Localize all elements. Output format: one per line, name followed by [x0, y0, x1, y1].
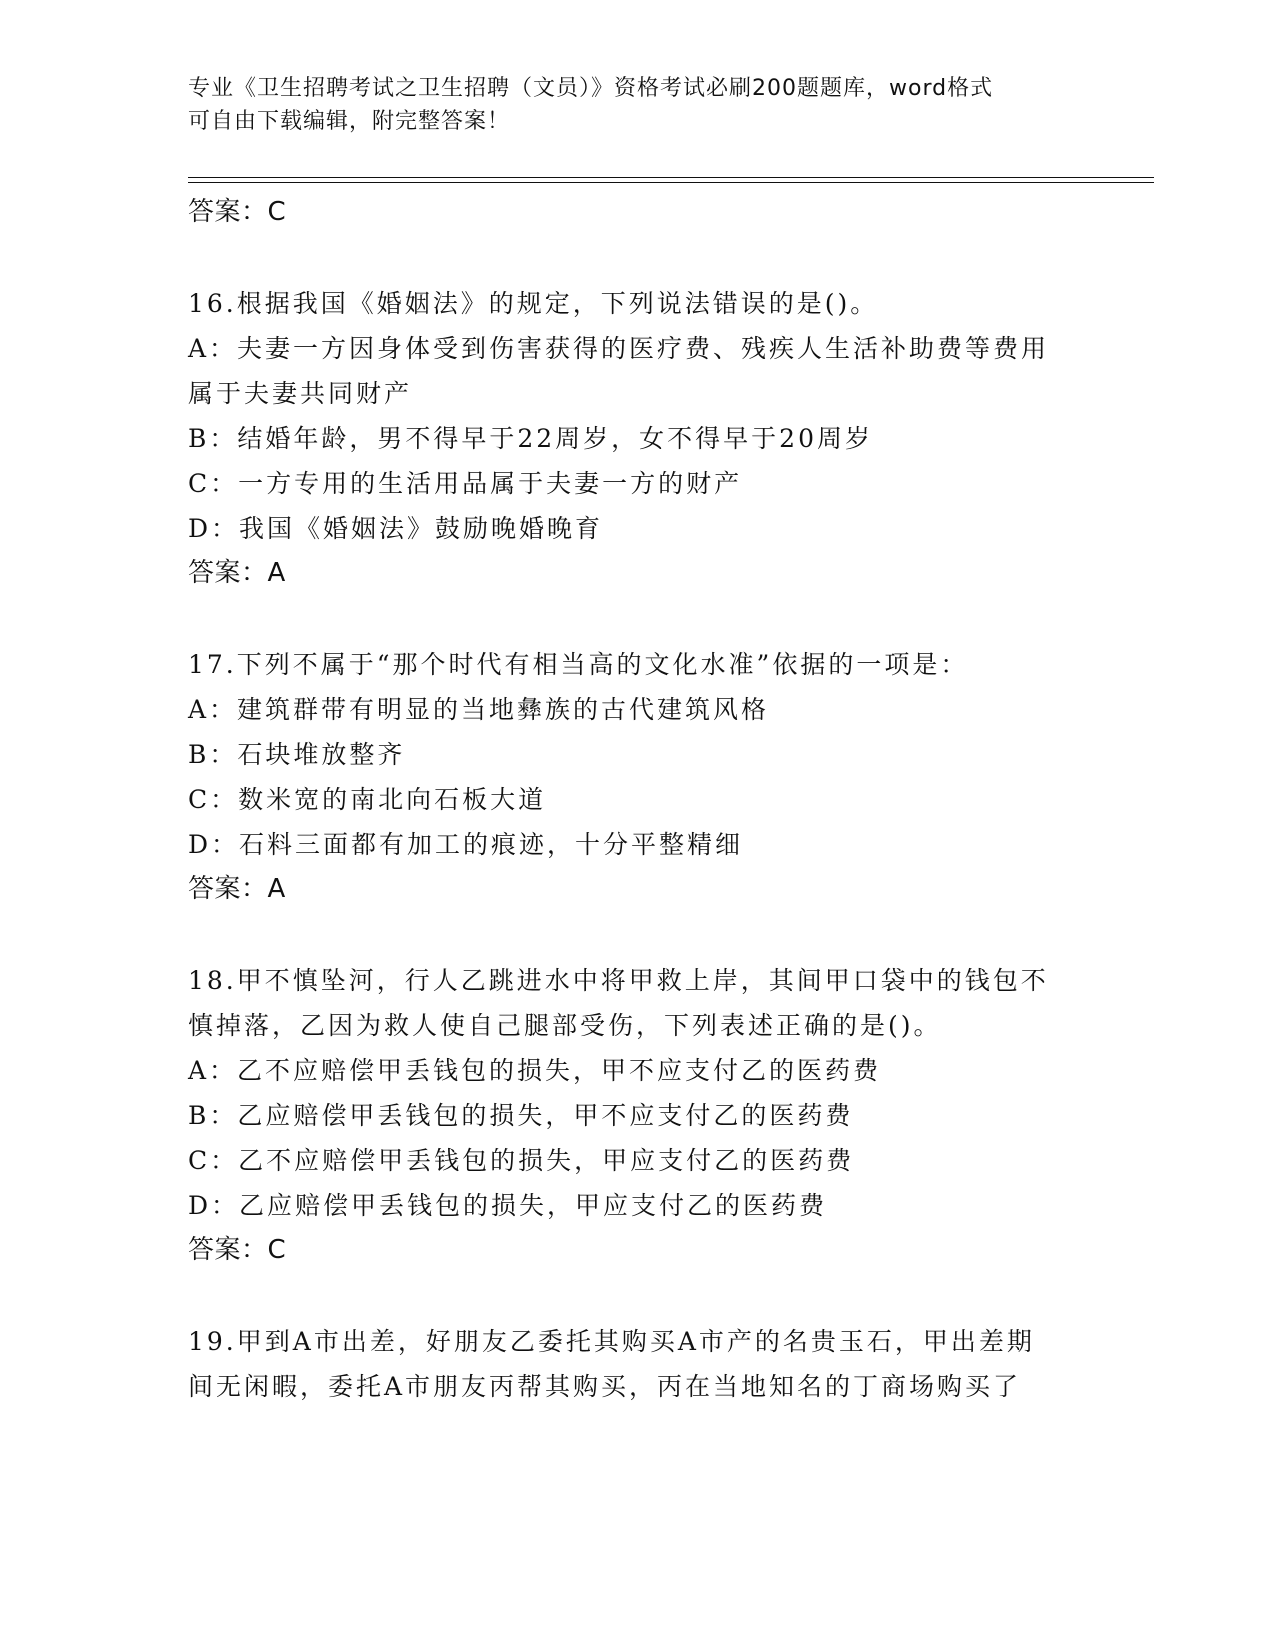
document-header: [188, 72, 1068, 138]
spacer: [188, 596, 1088, 642]
spacer: [188, 235, 1088, 281]
answer-16: 答案：A: [188, 558, 286, 588]
document-body: [188, 190, 1088, 1409]
header-rule-top: [188, 177, 1154, 178]
question-18-option-d: D：乙应赔偿甲丢钱包的损失，甲应支付乙的医药费: [188, 1191, 828, 1220]
header-line-2: 可自由下载编辑，附完整答案！: [188, 109, 511, 134]
question-16-option-a-cont: 属于夫妻共同财产: [188, 379, 413, 408]
question-16-stem: 16.根据我国《婚姻法》的规定，下列说法错误的是()。: [188, 289, 879, 318]
question-18-option-c: C：乙不应赔偿甲丢钱包的损失，甲应支付乙的医药费: [188, 1146, 855, 1175]
question-16-option-b: B：结婚年龄，男不得早于22周岁，女不得早于20周岁: [188, 424, 873, 453]
spacer: [188, 1273, 1088, 1319]
question-18: [188, 958, 1088, 1273]
question-19-stem-cont: 间无闲暇，委托A市朋友丙帮其购买，丙在当地知名的丁商场购买了: [188, 1372, 1022, 1401]
question-18-option-a: A：乙不应赔偿甲丢钱包的损失，甲不应支付乙的医药费: [188, 1056, 882, 1085]
question-18-option-b: B：乙应赔偿甲丢钱包的损失，甲不应支付乙的医药费: [188, 1101, 854, 1130]
question-18-stem: 18.甲不慎坠河，行人乙跳进水中将甲救上岸，其间甲口袋中的钱包不: [188, 966, 1049, 995]
question-16-option-a: A：夫妻一方因身体受到伤害获得的医疗费、残疾人生活补助费等费用: [188, 334, 1050, 363]
question-17-stem: 17.下列不属于“那个时代有相当高的文化水准”依据的一项是：: [188, 650, 969, 679]
question-16-option-d: D：我国《婚姻法》鼓励晚婚晚育: [188, 514, 604, 543]
answer-17: 答案：A: [188, 874, 286, 904]
question-18-stem-cont: 慎掉落，乙因为救人使自己腿部受伤，下列表述正确的是()。: [188, 1011, 942, 1040]
question-17-option-c: C：数米宽的南北向石板大道: [188, 785, 547, 814]
question-17-option-a: A：建筑群带有明显的当地彝族的古代建筑风格: [188, 695, 770, 724]
question-17-option-b: B：石块堆放整齐: [188, 740, 406, 769]
question-17: [188, 642, 1088, 912]
question-16: [188, 281, 1088, 596]
spacer: [188, 912, 1088, 958]
question-17-option-d: D：石料三面都有加工的痕迹，十分平整精细: [188, 830, 744, 859]
answer-18: 答案：C: [188, 1235, 287, 1265]
question-16-option-c: C：一方专用的生活用品属于夫妻一方的财产: [188, 469, 743, 498]
header-line-1: 专业《卫生招聘考试之卫生招聘（文员）》资格考试必刷200题题库，word格式: [188, 76, 994, 101]
answer-15: 答案：C: [188, 197, 287, 227]
question-19: [188, 1319, 1088, 1409]
question-19-stem: 19.甲到A市出差，好朋友乙委托其购买A市产的名贵玉石，甲出差期: [188, 1327, 1035, 1356]
header-rule-bottom: [188, 182, 1154, 183]
